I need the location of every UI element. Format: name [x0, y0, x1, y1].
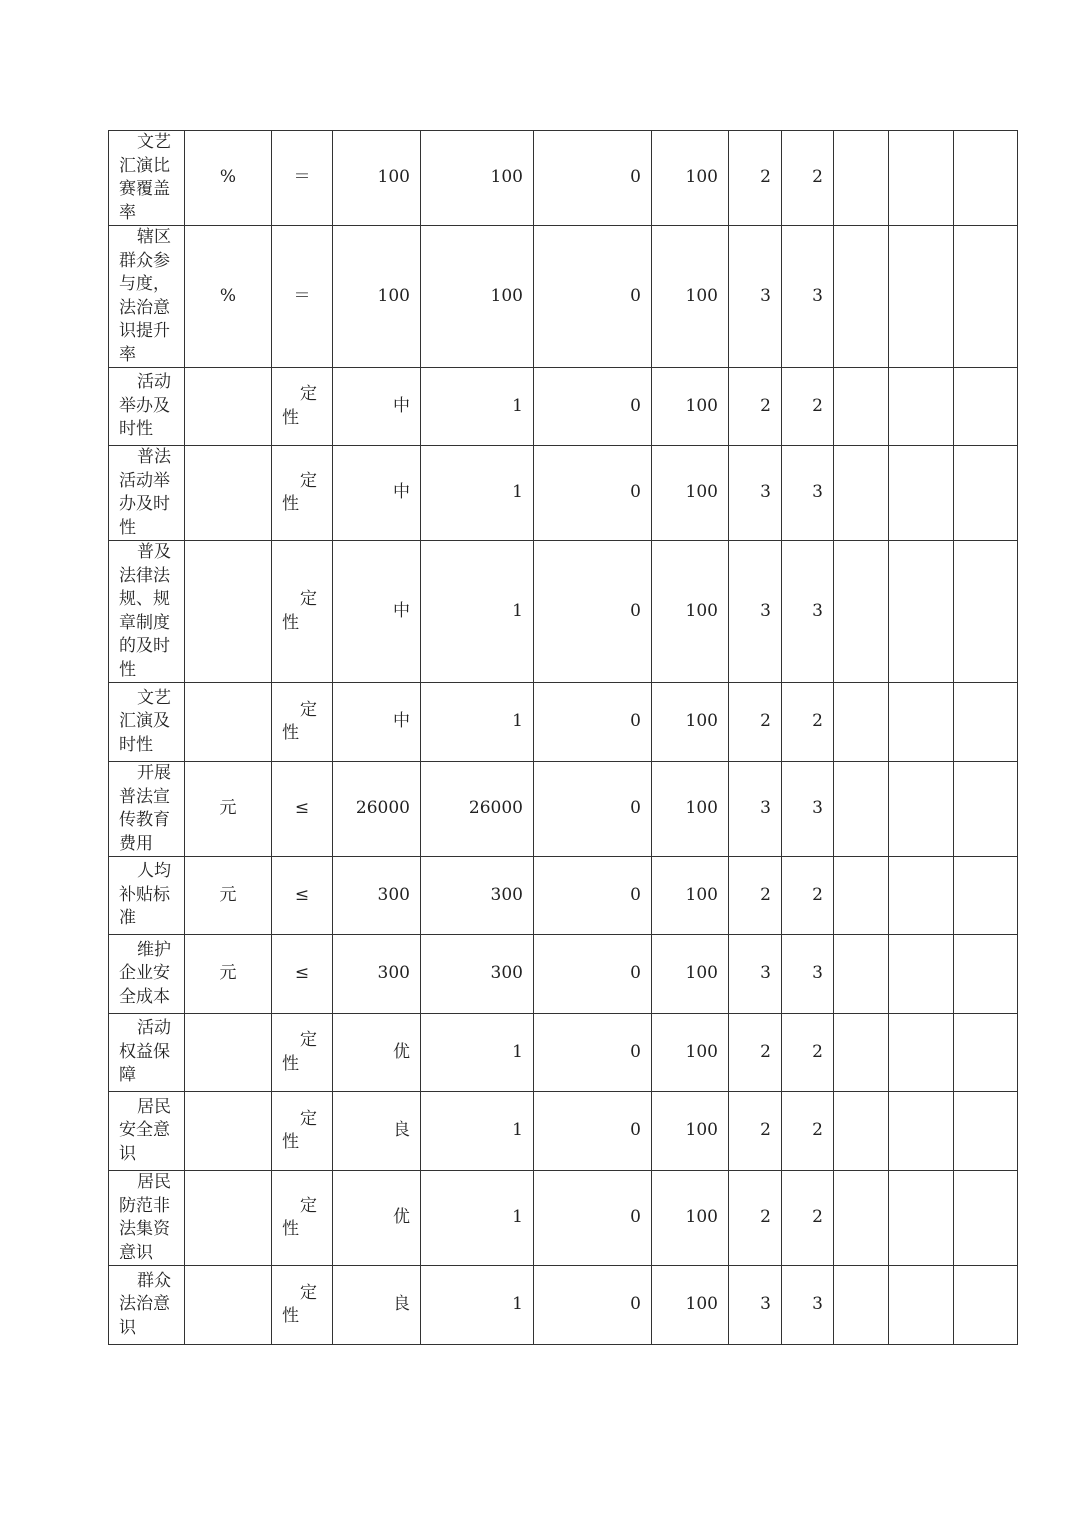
table-row	[109, 541, 1018, 683]
empty-cell	[954, 368, 1018, 446]
target-value: 300	[333, 857, 421, 935]
table-row	[109, 1171, 1018, 1266]
lower-bound: 0	[534, 1171, 652, 1266]
unit-cell: 元	[185, 762, 272, 857]
indicator-name: 普及法律法规、规章制度的及时性	[109, 541, 185, 683]
unit-cell	[185, 368, 272, 446]
actual-value: 100	[421, 226, 534, 368]
target-value: 优	[333, 1014, 421, 1092]
table-row	[109, 1092, 1018, 1171]
upper-bound: 100	[652, 1092, 729, 1171]
actual-value: 1	[421, 1171, 534, 1266]
target-value: 26000	[333, 762, 421, 857]
empty-cell	[889, 131, 954, 226]
upper-bound: 100	[652, 1014, 729, 1092]
empty-cell	[889, 1092, 954, 1171]
empty-cell	[889, 226, 954, 368]
table-body	[109, 131, 1018, 1345]
unit-cell: %	[185, 131, 272, 226]
indicator-name: 辖区群众参与度，法治意识提升率	[109, 226, 185, 368]
upper-bound: 100	[652, 226, 729, 368]
actual-value: 26000	[421, 762, 534, 857]
empty-cell	[889, 1014, 954, 1092]
operator-cell: ＝	[272, 226, 333, 368]
empty-cell	[954, 1014, 1018, 1092]
score-value: 3	[782, 935, 834, 1014]
empty-cell	[954, 446, 1018, 541]
weight-value: 2	[729, 1014, 782, 1092]
upper-bound: 100	[652, 131, 729, 226]
unit-cell	[185, 1171, 272, 1266]
empty-cell	[954, 131, 1018, 226]
empty-cell	[889, 683, 954, 762]
empty-cell	[834, 1171, 889, 1266]
indicator-name: 维护企业安全成本	[109, 935, 185, 1014]
unit-cell	[185, 541, 272, 683]
lower-bound: 0	[534, 446, 652, 541]
score-value: 2	[782, 857, 834, 935]
operator-cell: 定性	[272, 1014, 333, 1092]
lower-bound: 0	[534, 368, 652, 446]
lower-bound: 0	[534, 762, 652, 857]
indicator-name: 开展普法宣传教育费用	[109, 762, 185, 857]
empty-cell	[889, 1266, 954, 1345]
operator-cell: ≤	[272, 762, 333, 857]
weight-value: 3	[729, 1266, 782, 1345]
actual-value: 100	[421, 131, 534, 226]
indicator-name: 活动权益保障	[109, 1014, 185, 1092]
operator-cell: 定性	[272, 541, 333, 683]
empty-cell	[834, 1266, 889, 1345]
target-value: 300	[333, 935, 421, 1014]
upper-bound: 100	[652, 935, 729, 1014]
weight-value: 2	[729, 857, 782, 935]
actual-value: 1	[421, 541, 534, 683]
empty-cell	[889, 368, 954, 446]
unit-cell: %	[185, 226, 272, 368]
score-value: 3	[782, 762, 834, 857]
target-value: 中	[333, 368, 421, 446]
table-row	[109, 226, 1018, 368]
table-row	[109, 762, 1018, 857]
operator-cell: 定性	[272, 683, 333, 762]
empty-cell	[834, 446, 889, 541]
score-value: 3	[782, 446, 834, 541]
upper-bound: 100	[652, 683, 729, 762]
unit-cell	[185, 446, 272, 541]
operator-cell: 定性	[272, 1092, 333, 1171]
operator-cell: ＝	[272, 131, 333, 226]
empty-cell	[954, 683, 1018, 762]
score-value: 2	[782, 1092, 834, 1171]
unit-cell	[185, 1266, 272, 1345]
empty-cell	[954, 541, 1018, 683]
empty-cell	[889, 857, 954, 935]
target-value: 中	[333, 683, 421, 762]
unit-cell	[185, 1014, 272, 1092]
actual-value: 1	[421, 1092, 534, 1171]
upper-bound: 100	[652, 1171, 729, 1266]
score-value: 2	[782, 368, 834, 446]
score-value: 3	[782, 1266, 834, 1345]
actual-value: 1	[421, 1266, 534, 1345]
empty-cell	[954, 1092, 1018, 1171]
table-row	[109, 857, 1018, 935]
upper-bound: 100	[652, 762, 729, 857]
weight-value: 2	[729, 1171, 782, 1266]
unit-cell	[185, 1092, 272, 1171]
target-value: 中	[333, 541, 421, 683]
lower-bound: 0	[534, 1014, 652, 1092]
table-row	[109, 935, 1018, 1014]
weight-value: 2	[729, 131, 782, 226]
empty-cell	[834, 368, 889, 446]
actual-value: 1	[421, 368, 534, 446]
operator-cell: 定性	[272, 1171, 333, 1266]
empty-cell	[834, 857, 889, 935]
empty-cell	[834, 762, 889, 857]
lower-bound: 0	[534, 226, 652, 368]
indicator-name: 群众法治意识	[109, 1266, 185, 1345]
unit-cell: 元	[185, 857, 272, 935]
weight-value: 3	[729, 762, 782, 857]
actual-value: 300	[421, 935, 534, 1014]
empty-cell	[954, 1171, 1018, 1266]
weight-value: 2	[729, 1092, 782, 1171]
target-value: 100	[333, 226, 421, 368]
lower-bound: 0	[534, 1092, 652, 1171]
weight-value: 3	[729, 226, 782, 368]
empty-cell	[954, 857, 1018, 935]
target-value: 100	[333, 131, 421, 226]
table-row	[109, 1266, 1018, 1345]
indicator-name: 居民安全意识	[109, 1092, 185, 1171]
score-value: 2	[782, 683, 834, 762]
upper-bound: 100	[652, 857, 729, 935]
indicator-name: 人均补贴标准	[109, 857, 185, 935]
table-row	[109, 1014, 1018, 1092]
empty-cell	[889, 762, 954, 857]
lower-bound: 0	[534, 1266, 652, 1345]
empty-cell	[834, 1092, 889, 1171]
operator-cell: ≤	[272, 857, 333, 935]
lower-bound: 0	[534, 131, 652, 226]
weight-value: 3	[729, 541, 782, 683]
target-value: 中	[333, 446, 421, 541]
actual-value: 300	[421, 857, 534, 935]
actual-value: 1	[421, 1014, 534, 1092]
indicator-name: 活动举办及时性	[109, 368, 185, 446]
empty-cell	[834, 131, 889, 226]
empty-cell	[954, 226, 1018, 368]
score-value: 2	[782, 1171, 834, 1266]
operator-cell: 定性	[272, 446, 333, 541]
empty-cell	[834, 935, 889, 1014]
empty-cell	[889, 1171, 954, 1266]
score-value: 3	[782, 541, 834, 683]
score-value: 2	[782, 131, 834, 226]
empty-cell	[834, 541, 889, 683]
empty-cell	[834, 226, 889, 368]
operator-cell: ≤	[272, 935, 333, 1014]
indicator-name: 文艺汇演及时性	[109, 683, 185, 762]
indicator-name: 文艺汇演比赛覆盖率	[109, 131, 185, 226]
score-value: 2	[782, 1014, 834, 1092]
weight-value: 3	[729, 935, 782, 1014]
target-value: 良	[333, 1092, 421, 1171]
table-row	[109, 683, 1018, 762]
indicator-name: 普法活动举办及时性	[109, 446, 185, 541]
empty-cell	[834, 1014, 889, 1092]
table-row	[109, 131, 1018, 226]
unit-cell	[185, 683, 272, 762]
empty-cell	[954, 1266, 1018, 1345]
lower-bound: 0	[534, 857, 652, 935]
weight-value: 2	[729, 368, 782, 446]
weight-value: 2	[729, 683, 782, 762]
weight-value: 3	[729, 446, 782, 541]
upper-bound: 100	[652, 368, 729, 446]
table-row	[109, 446, 1018, 541]
indicator-name: 居民防范非法集资意识	[109, 1171, 185, 1266]
empty-cell	[954, 935, 1018, 1014]
actual-value: 1	[421, 446, 534, 541]
operator-cell: 定性	[272, 1266, 333, 1345]
lower-bound: 0	[534, 541, 652, 683]
table-row	[109, 368, 1018, 446]
upper-bound: 100	[652, 541, 729, 683]
empty-cell	[889, 541, 954, 683]
empty-cell	[954, 762, 1018, 857]
lower-bound: 0	[534, 935, 652, 1014]
empty-cell	[834, 683, 889, 762]
empty-cell	[889, 446, 954, 541]
operator-cell: 定性	[272, 368, 333, 446]
actual-value: 1	[421, 683, 534, 762]
score-value: 3	[782, 226, 834, 368]
target-value: 良	[333, 1266, 421, 1345]
target-value: 优	[333, 1171, 421, 1266]
indicator-table	[108, 130, 1018, 1345]
empty-cell	[889, 935, 954, 1014]
lower-bound: 0	[534, 683, 652, 762]
unit-cell: 元	[185, 935, 272, 1014]
upper-bound: 100	[652, 1266, 729, 1345]
upper-bound: 100	[652, 446, 729, 541]
